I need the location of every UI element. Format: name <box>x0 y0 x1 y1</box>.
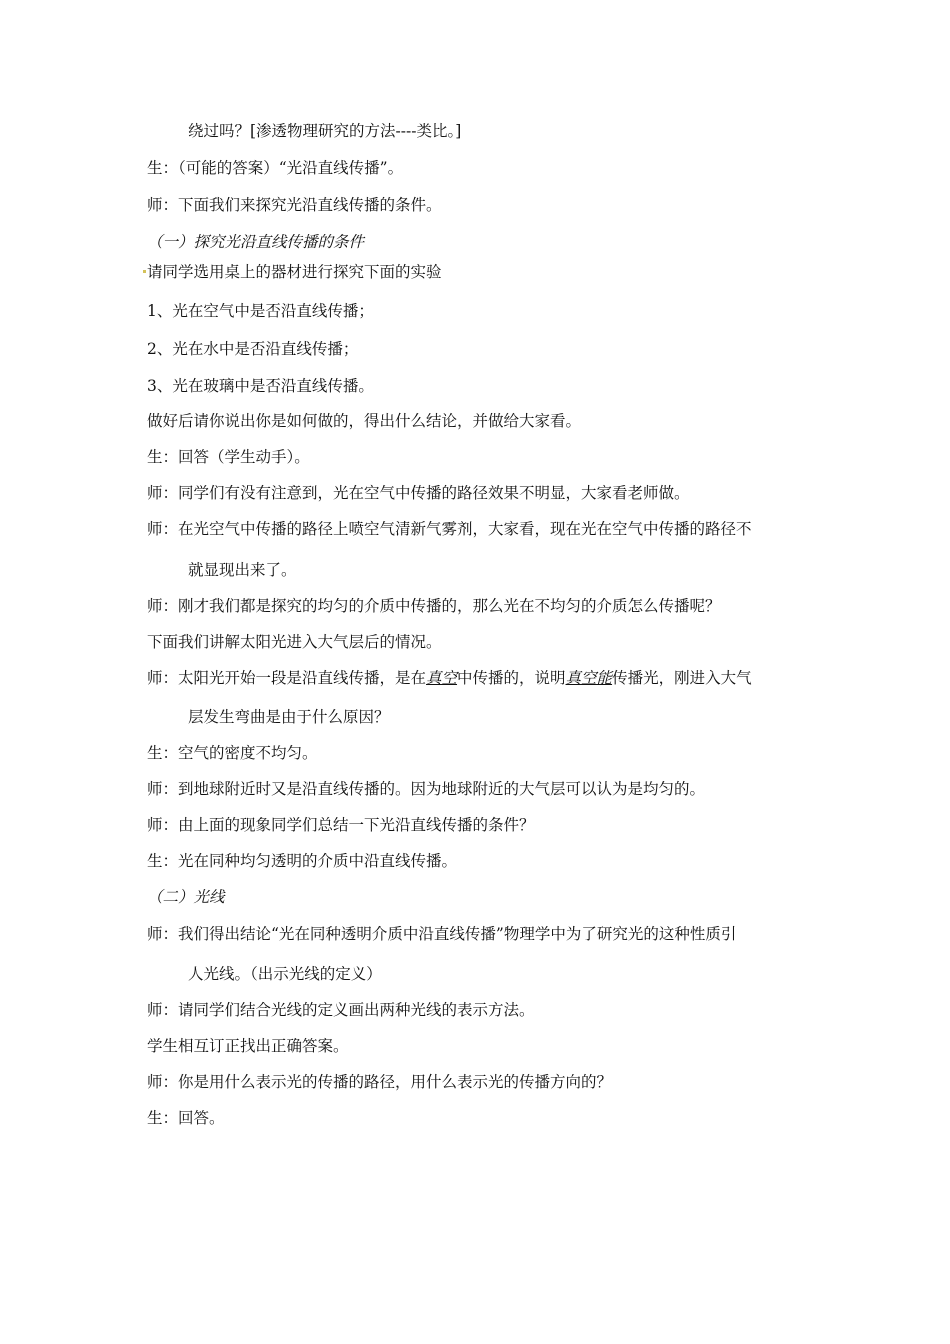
text-line: 师：我们得出结论“光在同种透明介质中沿直线传播”物理学中为了研究光的这种性质引 <box>147 925 737 943</box>
text-line: 师：到地球附近时又是沿直线传播的。因为地球附近的大气层可以认为是均匀的。 <box>147 780 706 798</box>
section-heading: （二）光线 <box>147 888 225 906</box>
text-line: 师：刚才我们都是探究的均匀的介质中传播的，那么光在不均匀的介质怎么传播呢？ <box>147 597 721 615</box>
underlined-term: 真空能 <box>565 669 613 687</box>
list-item: 2、光在水中是否沿直线传播； <box>147 340 359 358</box>
section-heading: （一）探究光沿直线传播的条件 <box>147 233 365 251</box>
text-line: 绕过吗？[渗透物理研究的方法----类比。] <box>188 122 462 140</box>
text-line: 人光线。（出示光线的定义） <box>188 965 382 983</box>
edit-marker <box>143 270 146 273</box>
text-line: 生：回答。 <box>147 1109 225 1127</box>
text-line: 生：空气的密度不均匀。 <box>147 744 318 762</box>
text-line: 请同学选用桌上的器材进行探究下面的实验 <box>147 263 442 281</box>
text-line: 就显现出来了。 <box>188 561 297 579</box>
text-line: 师：请同学们结合光线的定义画出两种光线的表示方法。 <box>147 1001 535 1019</box>
text-line: 师：同学们有没有注意到，光在空气中传播的路径效果不明显，大家看老师做。 <box>147 484 690 502</box>
underlined-term: 真空 <box>426 669 458 687</box>
text-line: 层发生弯曲是由于什么原因？ <box>188 708 390 726</box>
text-line: 师：你是用什么表示光的传播的路径，用什么表示光的传播方向的？ <box>147 1073 613 1091</box>
text-line: 师：下面我们来探究光沿直线传播的条件。 <box>147 196 442 214</box>
list-item: 1、光在空气中是否沿直线传播； <box>147 302 374 320</box>
text-segment: 师：太阳光开始一段是沿直线传播，是在 <box>147 669 427 687</box>
text-line: 学生相互订正找出正确答案。 <box>147 1037 349 1055</box>
text-line: 下面我们讲解太阳光进入大气层后的情况。 <box>147 633 442 651</box>
text-line: 生：光在同种均匀透明的介质中沿直线传播。 <box>147 852 458 870</box>
text-line: 师：由上面的现象同学们总结一下光沿直线传播的条件？ <box>147 816 535 834</box>
text-line: 生：回答（学生动手）。 <box>147 448 310 466</box>
text-segment: 传播光，刚进入大气 <box>612 669 752 687</box>
text-line <box>147 668 752 688</box>
text-line: 做好后请你说出你是如何做的，得出什么结论，并做给大家看。 <box>147 412 582 430</box>
list-item: 3、光在玻璃中是否沿直线传播。 <box>147 377 374 395</box>
text-line: 生：（可能的答案）“光沿直线传播”。 <box>147 159 404 177</box>
text-line: 师：在光空气中传播的路径上喷空气清新气雾剂，大家看，现在光在空气中传播的路径不 <box>147 520 752 538</box>
text-segment: 中传播的，说明 <box>457 669 566 687</box>
